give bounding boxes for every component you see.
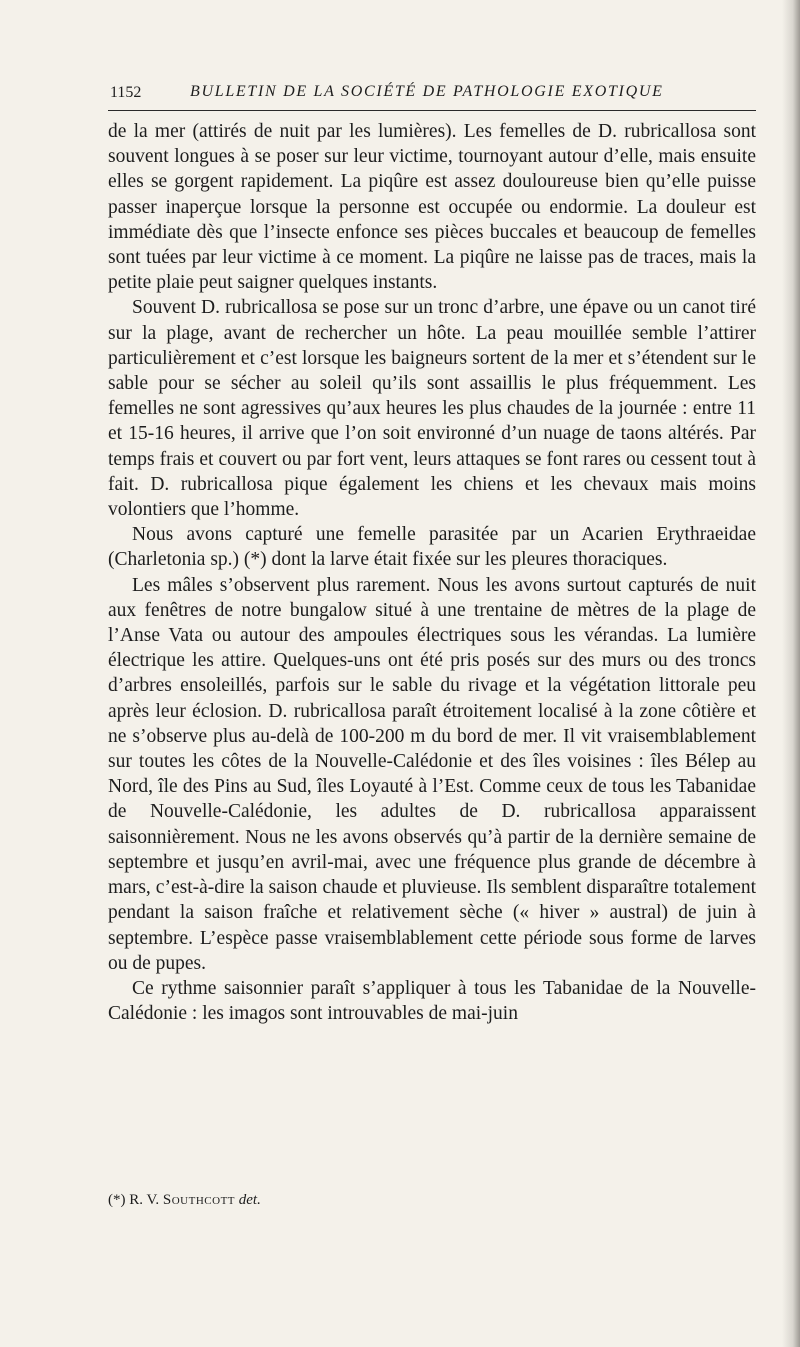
footnote bbox=[108, 1192, 756, 1209]
footnote-suffix: det. bbox=[238, 1192, 261, 1208]
paragraph-3: Nous avons capturé une femelle parasitée par un Acarien Erythraeidae (Charletonia sp.) (*) dont la larve était fixée sur les pleures thoraciques. bbox=[108, 524, 756, 571]
running-header bbox=[108, 80, 756, 111]
page-number: 1152 bbox=[110, 84, 142, 101]
journal-title: BULLETIN DE LA SOCIÉTÉ DE PATHOLOGIE EXOTIQUE bbox=[190, 83, 664, 100]
footnote-marker: (*) bbox=[108, 1192, 126, 1208]
footnote-author-surname: Southcott bbox=[162, 1192, 236, 1208]
paragraph-1: de la mer (attirés de nuit par les lumières). Les femelles de D. rubricallosa sont souvent longues à se poser sur leur victime, tournoyant autour d’elle, mais ensuite elles se gorgent rapidement. La piqûre est assez douloureuse bien qu’elle puisse passer inaperçue lorsque la personne est occupée ou endormie. La douleur est immédiate dès que l’insecte enfonce ses pièces buccales et beaucoup de femelles sont tuées par leur victime à ce moment. La piqûre ne laisse pas de traces, mais la petite plaie peut saigner quelques instants. bbox=[108, 121, 756, 294]
paragraph-4: Les mâles s’observent plus rarement. Nous les avons surtout capturés de nuit aux fenêtres de notre bungalow situé à une trentaine de mètres de la plage de l’Anse Vata ou autour des ampoules électriques sous les vérandas. La lumière électrique les attire. Quelques-uns ont été pris posés sur des murs ou des troncs d’arbres ensoleillés, parfois sur le sable du rivage et la végétation littorale peu après leur éclosion. D. rubricallosa paraît étroitement localisé à la zone côtière et ne s’observe plus au-delà de 100-200 m du bord de mer. Il vit vraisemblablement sur toutes les côtes de la Nouvelle-Calédonie et des îles voisines : îles Bélep au Nord, île des Pins au Sud, îles Loyauté à l’Est. Comme ceux de tous les Tabanidae de Nouvelle-Calédonie, les adultes de D. rubricallosa apparaissent saisonnièrement. Nous ne les avons observés qu’à partir de la dernière semaine de septembre et jusqu’en avril-mai, avec une fréquence plus grande de décembre à mars, c’est-à-dire la saison chaude et pluvieuse. Ils semblent disparaître totalement pendant la saison fraîche et relativement sèche (« hiver » austral) de juin à septembre. L’espèce passe vraisemblablement cette période sous forme de larves ou de pupes. bbox=[108, 574, 756, 974]
page-edge-shadow bbox=[782, 0, 800, 1347]
article-body bbox=[108, 119, 756, 1026]
paragraph-2: Souvent D. rubricallosa se pose sur un tronc d’arbre, une épave ou un canot tiré sur la plage, avant de rechercher un hôte. La peau mouillée semble l’attirer particulièrement et c’est lorsque les baigneurs sortent de la mer et s’étendent sur le sable pour se sécher au soleil qu’ils sont assaillis le plus fréquemment. Les femelles ne sont agressives qu’aux heures les plus chaudes de la journée : entre 11 et 15-16 heures, il arrive que l’on soit environné d’un nuage de taons altérés. Par temps frais et couvert ou par fort vent, leurs attaques se font rares ou cessent tout à fait. D. rubricallosa pique également les chiens et les chevaux mais moins volontiers que l’homme. bbox=[108, 297, 756, 521]
paragraph-5: Ce rythme saisonnier paraît s’appliquer à tous les Tabanidae de la Nouvelle-Calédonie : les imagos sont introuvables de mai-juin bbox=[108, 977, 756, 1025]
footnote-author-initials: R. V. bbox=[129, 1192, 160, 1208]
